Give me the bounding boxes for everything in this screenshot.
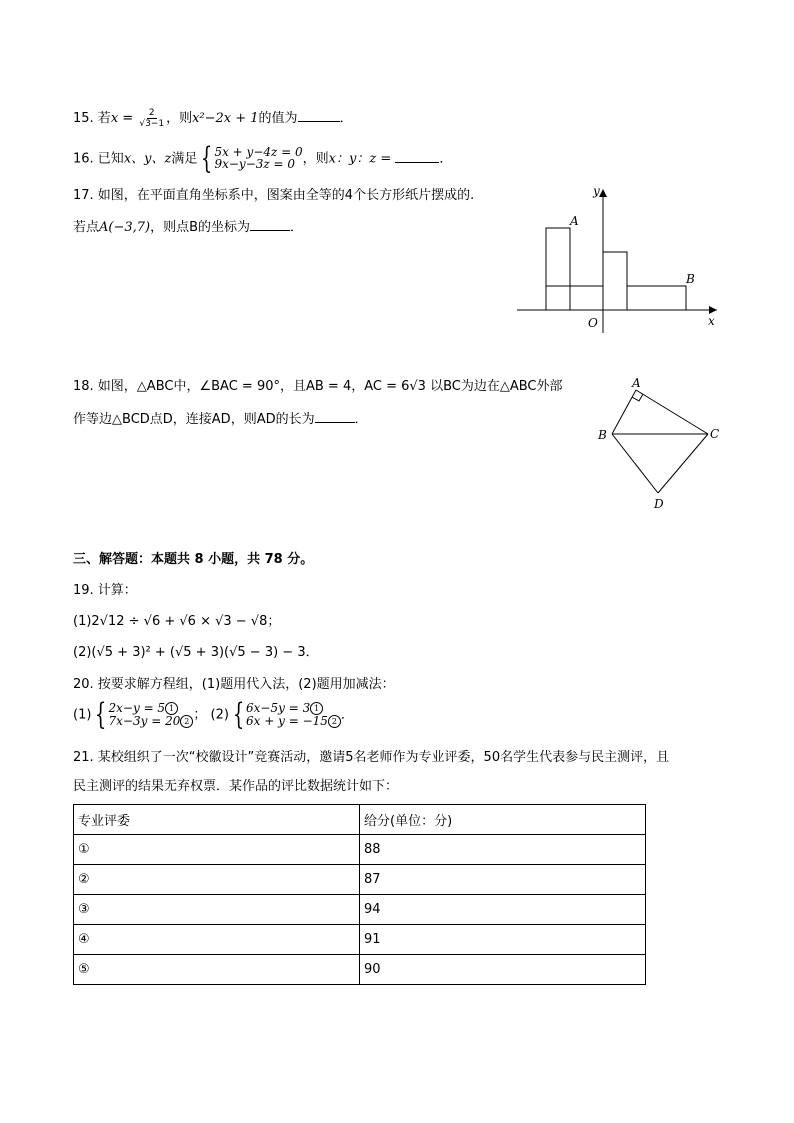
question-21-line2: 民主测评的结果无弃权票．某作品的评比数据统计如下： <box>73 779 399 794</box>
y-axis-arrow-icon <box>599 189 607 197</box>
label-origin: O <box>588 316 598 330</box>
label-x: x <box>708 314 715 328</box>
question-19-part2: (2)(√5 + 3)² + (√5 + 3)(√5 − 3) − 3． <box>73 645 319 660</box>
segment-ac <box>636 390 708 434</box>
segment-bd <box>612 434 658 493</box>
score-table <box>73 804 646 985</box>
answer-blank[interactable] <box>315 410 355 423</box>
circle-number-icon: 1 <box>310 702 323 715</box>
fraction: $\frac{2}{√3-1}$ <box>139 108 165 129</box>
table-row <box>74 835 646 865</box>
question-21-line1: 21. 某校组织了一次“校徽设计”竞赛活动，邀请5名老师作为专业评委，50名学生代表参与民主测评，且 <box>73 750 670 765</box>
circle-number-icon: 2 <box>180 715 193 728</box>
table-row <box>74 925 646 955</box>
table-cell: 91 <box>360 925 646 955</box>
rectangle-b <box>627 286 686 310</box>
table-header: 给分(单位：分) <box>360 805 646 835</box>
equation-system-1: { 2x−y = 5 1 7x−3y = 20 2 <box>91 702 193 728</box>
question-18-line2: 作等边△BCD点D，连接AD，则AD的长为 ． <box>73 412 368 427</box>
label-a: A <box>632 376 641 390</box>
table-header: 专业评委 <box>74 805 360 835</box>
question-16: 16. 已知x、y、z满足 { 5x + y−4z = 0 9x−y−3z = 0 ，则x：y：z = ． <box>73 141 453 176</box>
rectangle-middle <box>603 252 627 310</box>
table-cell: 94 <box>360 895 646 925</box>
label-d: D <box>654 497 664 511</box>
table-row <box>74 865 646 895</box>
answer-blank[interactable] <box>250 218 290 231</box>
circle-number-icon: 2 <box>328 715 341 728</box>
question-20-systems: (1) { 2x−y = 5 1 7x−3y = 20 2 ； (2) { 6x−5y = 3 1 6x + y = −15 2 ． <box>73 697 354 732</box>
question-17-line1: 17. 如图，在平面直角坐标系中，图案由全等的4个长方形纸片摆成的. <box>73 188 475 203</box>
question-15: 15. 若x = $\frac{2}{√3-1}$ ，则x²−2x + 1的值为 ． <box>73 108 353 129</box>
equation-system: { 5x + y−4z = 0 9x−y−3z = 0 <box>201 141 303 176</box>
table-cell: ② <box>74 865 360 895</box>
rectangle-bottom-left <box>546 286 603 310</box>
table-row <box>74 895 646 925</box>
table-row <box>74 955 646 985</box>
table-cell: 87 <box>360 865 646 895</box>
question-19-part1: (1)2√12 ÷ √6 + √6 × √3 − √8； <box>73 614 281 629</box>
label-a: A <box>570 214 579 228</box>
circle-number-icon: 1 <box>165 702 178 715</box>
label-b: B <box>686 272 695 286</box>
table-cell: 90 <box>360 955 646 985</box>
table-cell: ⑤ <box>74 955 360 985</box>
label-c: C <box>710 427 720 441</box>
coordinate-figure <box>512 185 727 335</box>
table-cell: ③ <box>74 895 360 925</box>
table-cell: ① <box>74 835 360 865</box>
segment-cd <box>658 434 708 493</box>
triangle-figure <box>592 372 727 517</box>
table-header-row <box>74 805 646 835</box>
x-axis-arrow-icon <box>709 306 717 314</box>
question-18-line1: 18. 如图，△ABC中，∠BAC = 90°，且AB = 4，AC = 6√3 以BC为边在△ABC外部 <box>73 379 563 394</box>
question-17-line2: 若点A(−3,7)，则点B的坐标为 ． <box>73 220 304 235</box>
rectangle-a <box>546 228 570 310</box>
label-y: y <box>593 185 600 198</box>
equation-system-2: { 6x−5y = 3 1 6x + y = −15 2 <box>229 702 341 728</box>
table-cell: 88 <box>360 835 646 865</box>
section-heading: 三、解答题：本题共 8 小题，共 78 分。 <box>73 552 314 567</box>
question-20-title: 20. 按要求解方程组，(1)题用代入法，(2)题用加减法： <box>73 677 395 692</box>
label-b: B <box>598 428 607 442</box>
table-cell: ④ <box>74 925 360 955</box>
segment-ab <box>612 390 636 434</box>
answer-blank[interactable] <box>395 150 439 163</box>
question-19-title: 19. 计算： <box>73 583 137 598</box>
answer-blank[interactable] <box>298 109 340 122</box>
